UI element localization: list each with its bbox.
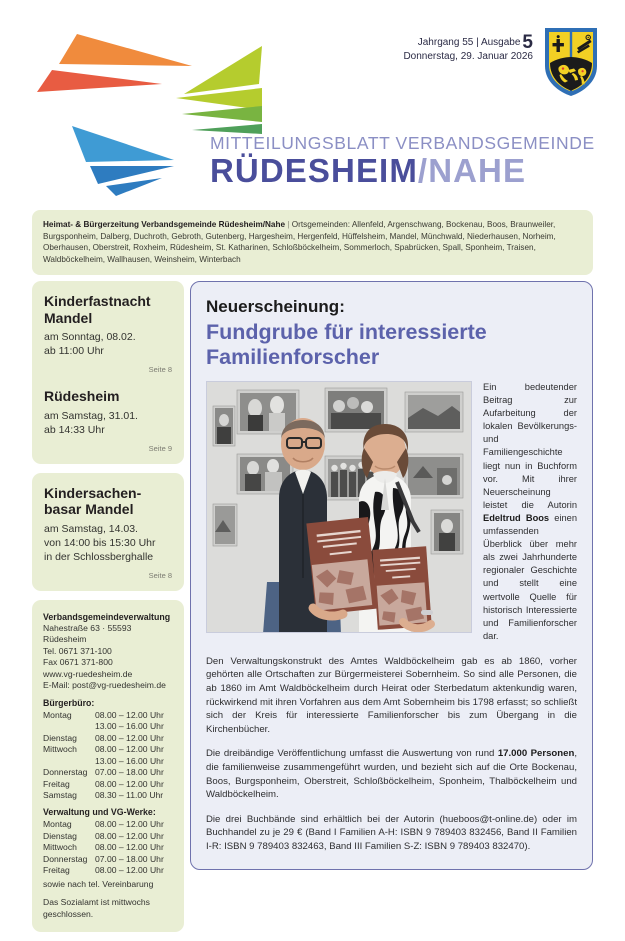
coat-of-arms-icon xyxy=(543,26,599,98)
main-article xyxy=(190,281,593,870)
event-detail: am Samstag, 31.01. xyxy=(44,409,138,422)
wordmark xyxy=(210,133,610,189)
administration-website[interactable]: www.vg-ruedesheim.de xyxy=(43,668,133,679)
article-paragraph: Die drei Buchbände sind erhältlich bei der Autorin (hueboos@t-online.de) oder im Buchhandel zu je 29 € (Band I Familien A-H: ISBN 9 789403 832456, Band II Familien I-R: ISBN 9 789403 832463, Band III Familien S-Z: ISBN 9 789403 832470). xyxy=(206,813,577,852)
masthead xyxy=(0,0,625,200)
subtitle-separator: | xyxy=(287,220,290,229)
hours-row xyxy=(43,779,173,790)
event-page-ref[interactable]: Seite 8 xyxy=(148,570,172,580)
hours-row xyxy=(43,744,173,755)
hours-time: 08.30 – 11.00 Uhr xyxy=(95,789,164,800)
event-item[interactable] xyxy=(44,388,172,453)
wordmark-top-line: MITTEILUNGSBLATT VERBANDSGEMEINDE xyxy=(210,133,595,153)
article-photo-graphic xyxy=(207,382,472,633)
event-page-ref[interactable]: Seite 8 xyxy=(148,365,172,374)
administration-phone: Tel. 0671 371-100 xyxy=(43,645,112,656)
verwaltung-label: Verwaltung und VG-Werke: xyxy=(43,807,156,818)
event-title: Kinderfastnacht Mandel xyxy=(44,293,151,326)
author-name: Edeltrud Boos xyxy=(483,512,550,523)
subtitle-band xyxy=(32,210,593,275)
intro-text-after: einen umfassenden Überblick über mehr als zwei Jahrhunderte regionaler Geschichte und stellt eine wertvolle Quelle für historisch Interessierte und Familienforscher dar. xyxy=(483,512,577,641)
hours-time: 08.00 – 12.00 Uhr xyxy=(95,842,164,853)
subtitle-places-label: Ortsgemeinden: xyxy=(291,220,351,229)
article-body xyxy=(206,655,577,854)
event-detail: von 14:00 bis 15:30 Uhr xyxy=(44,536,156,549)
event-detail: in der Schlossberghalle xyxy=(44,550,154,563)
issue-prefix-label: Jahrgang 55 | Ausgabe xyxy=(417,37,521,48)
hours-row xyxy=(43,842,173,853)
administration-email[interactable]: E-Mail: post@vg-ruedesheim.de xyxy=(43,680,166,691)
subtitle-places: Allenfeld, Argenschwang, Bockenau, Boos, Braunweiler, Burgsponheim, Dalberg, Duchroth, Gebroth, Gutenberg, Hargesheim, Hergenfeld, Hüffelsheim, Mandel, Münchwald, Niederhausen, Norheim, Oberhausen, Oberstreit, Roxheim, Rüdesheim, St. Katharinen, Schloßböckelheim, Sommerloch, Spabrücken, Spall, Sponheim, Traisen, Waldböckelheim, Wallhausen, Weinsheim, Winterbach xyxy=(43,220,556,264)
event-detail: am Sonntag, 08.02. xyxy=(44,331,136,343)
issue-info xyxy=(403,32,533,64)
headline-line2: Familienforscher xyxy=(206,345,380,369)
hours-day xyxy=(43,756,95,767)
hours-row xyxy=(43,721,173,732)
event-title xyxy=(44,485,172,518)
hours-day: Freitag xyxy=(43,778,70,789)
hours-time: 08.00 – 12.00 Uhr xyxy=(95,710,164,721)
hours-day: Montag xyxy=(43,710,72,721)
issue-line xyxy=(403,32,533,53)
event-detail: ab 14:33 Uhr xyxy=(44,423,105,436)
subtitle-lead: Heimat- & Bürgerzeitung Verbandsgemeinde Rüdesheim/Nahe xyxy=(43,220,286,229)
hours-time: 13.00 – 16.00 Uhr xyxy=(95,755,164,766)
administration-panel xyxy=(32,600,184,933)
wordmark-main: RÜDESHEIM xyxy=(210,152,418,189)
hours-day: Dienstag xyxy=(43,830,77,841)
hours-time: 08.00 – 12.00 Uhr xyxy=(95,778,164,789)
hours-row xyxy=(43,819,173,830)
issue-date: Donnerstag, 29. Januar 2026 xyxy=(403,51,533,62)
article-top-row xyxy=(206,381,577,643)
hours-time: 08.00 – 12.00 Uhr xyxy=(95,830,164,841)
hours-day: Mittwoch xyxy=(43,842,77,853)
administration-fax: Fax 0671 371-800 xyxy=(43,657,113,668)
event-detail: am Samstag, 14.03. xyxy=(44,522,138,535)
wordmark-suffix: /NAHE xyxy=(417,152,527,189)
hours-time: 13.00 – 16.00 Uhr xyxy=(95,721,164,732)
closing-note: Das Sozialamt ist mittwochs geschlossen. xyxy=(43,896,150,919)
article-paragraph xyxy=(206,747,577,801)
hours-time: 07.00 – 18.00 Uhr xyxy=(95,853,164,864)
hours-row xyxy=(43,756,173,767)
hours-row xyxy=(43,854,173,865)
hours-row xyxy=(43,790,173,801)
event-item[interactable] xyxy=(44,485,172,580)
paragraph2-after: , die familienweise zusammengeführt wurden, und bezieht sich auf die Orte Bockenau, Boos, Burgsponheim, Oberstreit, Schloßböckelheim, Sponheim, Thalböckelheim und Waldböckelheim. xyxy=(206,748,577,801)
hours-row xyxy=(43,710,173,721)
event-page-ref[interactable]: Seite 9 xyxy=(148,443,172,453)
hours-row xyxy=(43,767,173,778)
administration-address: Nahestraße 63 · 55593 Rüdesheim xyxy=(43,622,132,645)
events-panel-top xyxy=(32,281,184,464)
hours-time: 07.00 – 18.00 Uhr xyxy=(95,767,164,778)
hours-day: Donnerstag xyxy=(43,767,88,778)
event-item[interactable] xyxy=(44,293,172,374)
hours-day: Samstag xyxy=(43,789,77,800)
hours-row xyxy=(43,831,173,842)
administration-title: Verbandsgemeindeverwaltung xyxy=(43,611,171,622)
article-paragraph: Den Verwaltungskonstrukt des Amtes Waldböckelheim gab es ab 1860, vorher gehörten alle Ortschaften zur Bürgermeisterei Sobernheim. So sind alle Personen, die ab 1860 im Amt Waldböckelheim durch Heirat oder Sterbedatum aktenkundig waren, rückwirkend mit ihren Vorfahren aus dem Amt Sobernheim bis 1798 erfasst; so schließt sich der Kreis für interessierte Familienforscher bis zum Übergang in die Kirchenbücher. xyxy=(206,655,577,735)
hours-day: Donnerstag xyxy=(43,853,88,864)
hours-time: 08.00 – 12.00 Uhr xyxy=(95,744,164,755)
event-title: Rüdesheim xyxy=(44,388,120,404)
wordmark-bottom-line xyxy=(210,153,610,189)
events-panel-bottom xyxy=(32,473,184,591)
headline-line1: Fundgrube für interessierte xyxy=(206,320,487,344)
hours-day: Freitag xyxy=(43,864,70,875)
appointment-note: sowie nach tel. Vereinbarung xyxy=(43,879,154,890)
hours-day: Mittwoch xyxy=(43,744,77,755)
hours-day xyxy=(43,721,95,732)
event-detail: ab 11:00 Uhr xyxy=(44,345,104,357)
issue-number: 5 xyxy=(522,32,533,53)
hours-time: 08.00 – 12.00 Uhr xyxy=(95,864,164,875)
buergerbuero-label: Bürgerbüro: xyxy=(43,698,95,709)
article-kicker: Neuerscheinung: xyxy=(206,297,345,316)
sidebar xyxy=(32,281,184,941)
event-title-line1: Kindersachen- xyxy=(44,484,142,501)
hours-day: Dienstag xyxy=(43,732,77,743)
intro-text-before: Ein bedeutender Beitrag zur Aufarbeitung der lokalen Bevölkerungs- und Familiengeschichte liegt nun in Buchform vor. Mit ihrer Neuerscheinung leistet die Autorin xyxy=(483,382,577,510)
paragraph2-before: Die dreibändige Veröffentlichung umfasst die Auswertung von rund xyxy=(206,748,498,760)
event-title-line2: basar Mandel xyxy=(44,501,134,517)
article-photo xyxy=(206,381,472,633)
article-intro xyxy=(483,381,577,643)
person-count: 17.000 Personen xyxy=(497,748,575,760)
hours-row xyxy=(43,733,173,744)
hours-time: 08.00 – 12.00 Uhr xyxy=(95,732,164,743)
hours-day: Montag xyxy=(43,819,72,830)
hours-row xyxy=(43,865,173,876)
hours-time: 08.00 – 12.00 Uhr xyxy=(95,819,164,830)
article-headline xyxy=(206,320,577,370)
